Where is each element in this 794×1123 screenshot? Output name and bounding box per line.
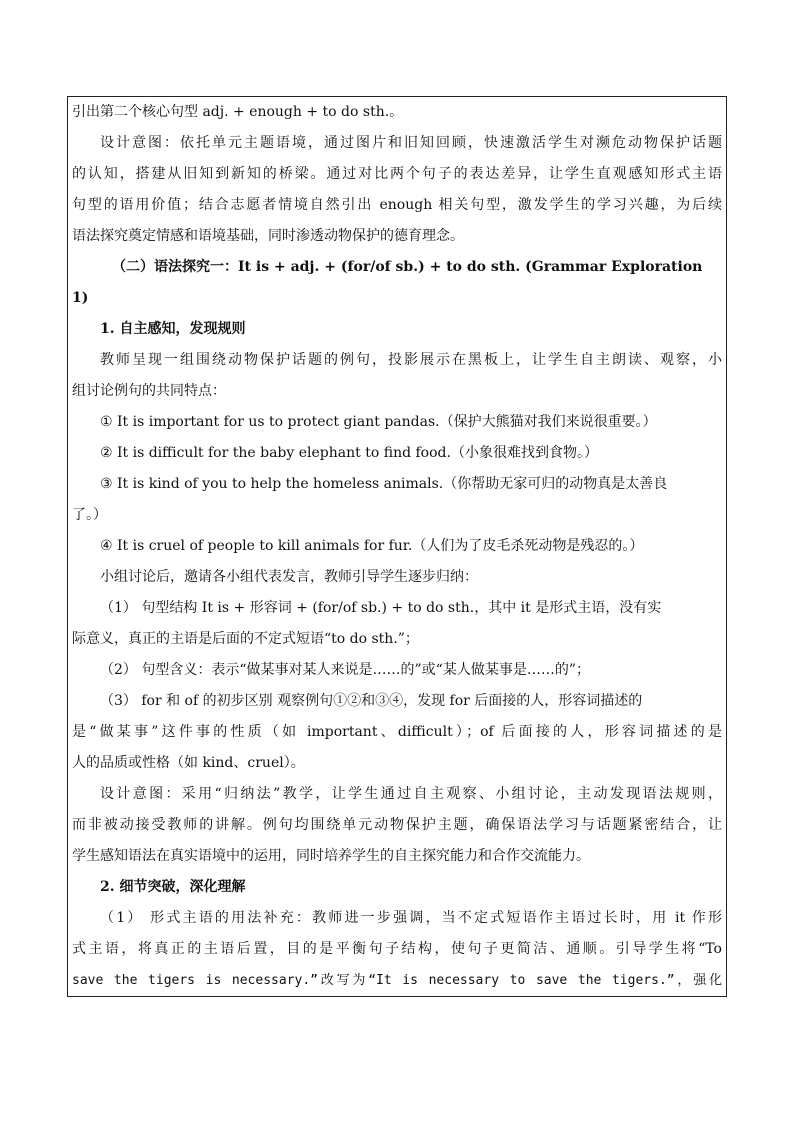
text-line: 式主语，将真正的主语后置，目的是平衡句子结构，使句子更简洁、通顺。引导学生将“To — [72, 941, 722, 957]
text-line: （2） 句型含义：表示“做某事对某人来说是……的”或“某人做某事是……的”； — [100, 662, 590, 678]
text-line: 的认知，搭建从旧知到新知的桥梁。通过对比两个句子的表达差异，让学生直观感知形式主语 — [72, 166, 722, 182]
text-frame — [67, 96, 727, 997]
text-line: 际意义，真正的主语是后面的不定式短语“to do sth.”； — [72, 631, 419, 647]
text-line: 小组讨论后，邀请各小组代表发言，教师引导学生逐步归纳： — [100, 569, 478, 585]
text-line: 1) — [72, 290, 89, 306]
text-line: ④ It is cruel of people to kill animals for fur.（人们为了皮毛杀死动物是残忍的。） — [100, 538, 644, 554]
text-line: （1） 句型结构 It is + 形容词 + (for/of sb.) + to do sth.，其中 it 是形式主语，没有实 — [100, 600, 662, 616]
text-line: 句型的语用价值；结合志愿者情境自然引出 enough 相关句型，激发学生的学习兴趣，为后续 — [72, 197, 722, 213]
text-line: 教师呈现一组围绕动物保护话题的例句，投影展示在黑板上，让学生自主朗读、观察，小 — [100, 352, 722, 368]
text-line: 语法探究奠定情感和语境基础，同时渗透动物保护的德育理念。 — [72, 228, 464, 244]
document-body — [72, 97, 722, 996]
text-line: ③ It is kind of you to help the homeless animals.（你帮助无家可归的动物真是太善良 — [100, 476, 668, 492]
text-line: save the tigers is necessary.”改写为“It is necessary to save the tigers.”，强化 — [72, 973, 722, 988]
text-line: 2. 细节突破，深化理解 — [100, 879, 246, 895]
text-line: 学生感知语法在真实语境中的运用，同时培养学生的自主探究能力和合作交流能力。 — [72, 848, 590, 864]
text-line: （3） for 和 of 的初步区别 观察例句①②和③④，发现 for 后面接的人，形容词描述的 — [100, 693, 643, 709]
text-line: 是“做某事”这件事的性质（如 important、difficult）；of 后面接的人，形容词描述的是 — [72, 724, 722, 740]
text-line: 1. 自主感知，发现规则 — [100, 321, 246, 337]
text-line: 引出第二个核心句型 adj. + enough + to do sth.。 — [72, 104, 404, 120]
text-line: 组讨论例句的共同特点： — [72, 383, 226, 399]
text-line: 设计意图：采用“归纳法”教学，让学生通过自主观察、小组讨论，主动发现语法规则， — [100, 786, 722, 802]
text-line: 设计意图：依托单元主题语境，通过图片和旧知回顾，快速激活学生对濒危动物保护话题 — [100, 135, 722, 151]
text-line: 了。） — [72, 507, 107, 523]
text-line: ② It is difficult for the baby elephant to find food.（小象很难找到食物。） — [100, 445, 598, 461]
text-line: 人的品质或性格（如 kind、cruel）。 — [72, 755, 305, 771]
text-line: ① It is important for us to protect giant pandas.（保护大熊猫对我们来说很重要。） — [100, 414, 657, 430]
text-line: 而非被动接受教师的讲解。例句均围绕单元动物保护主题，确保语法学习与话题紧密结合，让 — [72, 817, 722, 833]
text-line: （1） 形式主语的用法补充：教师进一步强调，当不定式短语作主语过长时，用 it 作形 — [100, 910, 722, 926]
text-line: （二）语法探究一：It is + adj. + (for/of sb.) + to do sth. (Grammar Exploration — [112, 259, 703, 275]
